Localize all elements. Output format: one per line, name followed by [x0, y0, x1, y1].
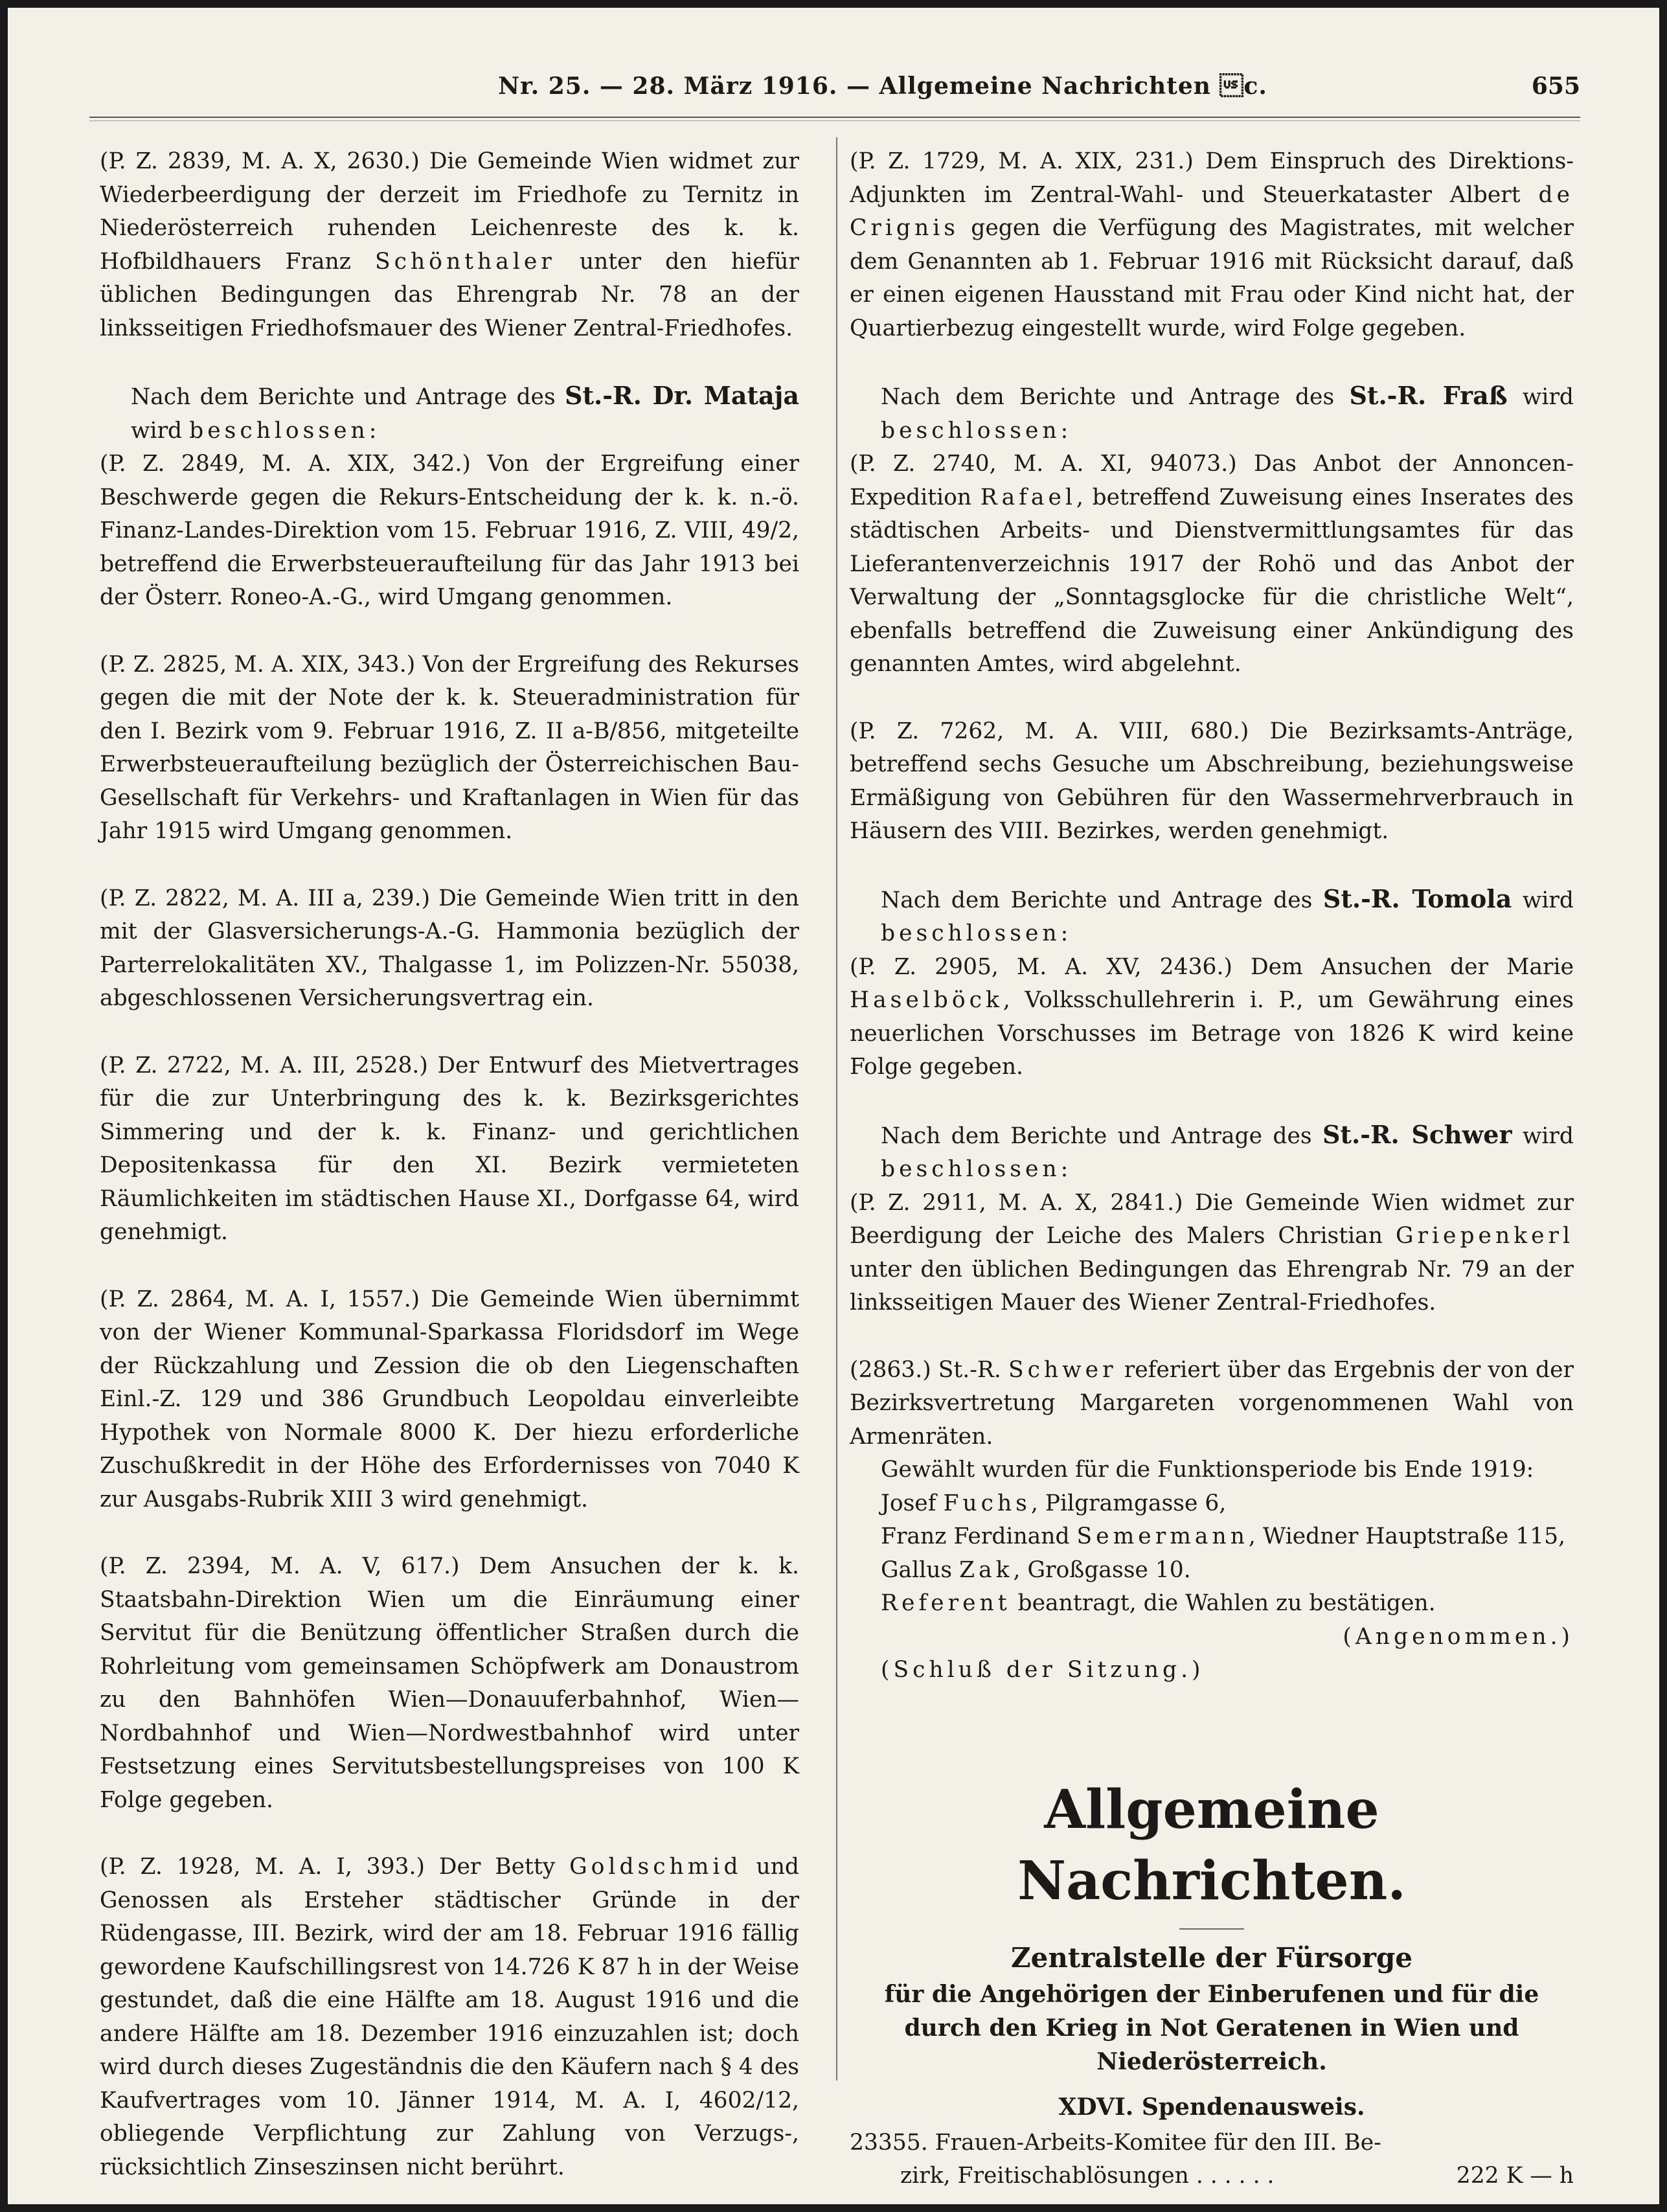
paragraph-text: (P. Z. 2905, M. A. XV, 2436.) Dem Ansuchen der Marie — [850, 953, 1574, 980]
paragraph-text: beantragt, die Wahlen zu bestätigen. — [1017, 1590, 1436, 1616]
intro-text: wird — [131, 417, 183, 444]
section-title: Allgemeine Nachrichten. — [1017, 1778, 1406, 1912]
paragraph: (P. Z. 2825, M. A. XIX, 343.) Von der Ergreifung des Rekurses gegen die mit der Note der k. k. Steueradministration für den I. Bezirk vom 9. Februar 1916, Z. II a-B/856, mitgeteilte Erwerbsteueraufteilung bezüglich der Österreichischen Bau-Gesellschaft für Verkehrs- und Kraftanlagen in Wien für das Jahr 1915 wird Umgang genommen. — [100, 651, 799, 844]
donation-label: zirk, Freitischablösungen . . . . . . — [900, 2163, 1275, 2189]
elected-person — [850, 1487, 1574, 1521]
resolution-intro — [850, 379, 1574, 448]
paragraph-text: , Volksschullehrerin i. P., um Gewährung eines neuerlichen Vorschusses im Betrage von 1826 K wird keine Folge gegeben. — [850, 987, 1574, 1080]
paragraph-text: (P. Z. 1928, M. A. I, 393.) Der Betty — [100, 1854, 556, 1880]
paragraph-text: Josef — [881, 1490, 936, 1516]
intro-text: beschlossen: — [881, 920, 1072, 946]
paragraph: (P. Z. 2394, M. A. V, 617.) Dem Ansuchen der k. k. Staatsbahn-Direktion Wien um die Einräumung einer Servitut für die Benützung öffentlicher Straßen durch die Rohrleitung vom gemeinsamen Schöpfwerk am Donaustrom zu den Bahnhöfen Wien—Donauuferbahnhof, Wien—Nordbahnhof und Wien—Nordwestbahnhof wird unter Festsetzung eines Servitutsbestellungspreises von 100 K Folge gegeben. — [100, 1553, 799, 1813]
person-name: Semermann — [1076, 1523, 1249, 1549]
intro-text: wird — [1522, 1123, 1574, 1149]
paragraph: (P. Z. 2864, M. A. I, 1557.) Die Gemeinde Wien übernimmt von der Wiener Kommunal-Sparkassa Floridsdorf im Wege der Rückzahlung und Zession die ob den Liegenschaften Einl.-Z. 129 und 386 Grundbuch Leopoldau einverleibte Hypothek von Normale 8000 K. Der hiezu erforderliche Zuschußkredit in der Höhe des Erfordernisses von 7040 K zur Ausgabs-Rubrik XIII 3 wird genehmigt. — [100, 1286, 799, 1512]
paragraph-text: (P. Z. 2911, M. A. X, 2841.) Die Gemeinde Wien widmet zur Beerdigung der Leiche des Malers Christian — [850, 1189, 1574, 1249]
accepted-note: (Angenommen.) — [1343, 1623, 1574, 1650]
donation-line: 23355. Frauen-Arbeits-Komitee für den III. Be- — [850, 2129, 1381, 2156]
donation-row — [850, 2160, 1574, 2193]
paragraph-text: unter den üblichen Bedingungen das Ehrengrab Nr. 79 an der linksseitigen Mauer des Wiener Zentral-Friedhofes. — [850, 1256, 1574, 1316]
paragraph-text: referiert über das Ergebnis der von der Bezirksvertretung Margareten vorgenommenen Wahl von Armenräten. — [850, 1356, 1574, 1450]
person-name: de Crignis — [850, 181, 1574, 241]
paragraph-text: , Großgasse 10. — [1013, 1556, 1191, 1583]
intro-text: Nach dem Berichte und Antrage des — [881, 887, 1313, 913]
councillor-name: St.-R. Schwer — [1322, 1119, 1512, 1149]
councillor-name: St.-R. Tomola — [1322, 884, 1512, 913]
donation-issue-title: XDVI. Spendenausweis. — [1058, 2093, 1365, 2121]
paragraph: (P. Z. 2849, M. A. XIX, 342.) Von der Ergreifung einer Beschwerde gegen die Rekurs-Entscheidung der k. k. n.-ö. Finanz-Landes-Direktion vom 15. Februar 1916, Z. VIII, 49/2, betreffend die Erwerbsteueraufteilung für das Jahr 1913 bei der Österr. Roneo-A.-G., wird Umgang genommen. — [100, 451, 799, 610]
paragraph — [850, 448, 1574, 681]
paragraph-text: unter den hiefür üblichen Bedingungen das Ehrengrab Nr. 78 an der linksseitigen Friedhofsmauer des Wiener Zentral-Friedhofes. — [100, 248, 800, 341]
left-column — [100, 145, 799, 2184]
paragraph-text: und Genossen als Ersteher städtischer Gründe in der Rüdengasse, III. Bezirk, wird der am 18. Februar 1916 fällig gewordene Kaufschillingsrest von 14.726 K 87 h in der Weise gestundet, daß die eine Hälfte am 18. August 1916 und die andere Hälfte am 18. Dezember 1916 einzuzahlen ist; doch wird durch dieses Zugeständnis die den Käufern nach § 4 des Kaufvertrages vom 10. Jänner 1914, M. A. I, 4602/12, obliegende Verpflichtung zur Zahlung von Verzugs-, rücksichtlich Zinseszinsen nicht berührt. — [100, 1854, 799, 2180]
elected-person — [850, 1554, 1574, 1588]
resolution-intro — [100, 379, 799, 448]
paragraph — [850, 145, 1574, 345]
paragraph — [850, 951, 1574, 1084]
paragraph — [850, 1354, 1574, 1454]
running-title: Nr. 25. — 28. März 1916. — Allgemeine Nachrichten c. — [498, 73, 1267, 100]
person-name: Fuchs — [943, 1490, 1031, 1516]
paragraph: Gewählt wurden für die Funktionsperiode bis Ende 1919: — [881, 1457, 1534, 1483]
title-rule — [1179, 1928, 1244, 1930]
paragraph-text: Franz Ferdinand — [881, 1523, 1070, 1549]
intro-text: Nach dem Berichte und Antrage des — [881, 384, 1335, 410]
paragraph: (P. Z. 7262, M. A. VIII, 680.) Die Bezirksamts-Anträge, betreffend sechs Gesuche um Abschreibung, beziehungsweise Ermäßigung von Gebühren für den Wassermehrverbrauch in Häusern des VIII. Bezirkes, werden genehmigt. — [850, 718, 1574, 844]
paragraph — [100, 145, 799, 345]
councillor-name: St.-R. Dr. Mataja — [565, 381, 800, 410]
paragraph-text: gegen die Verfügung des Magistrates, mit welcher dem Genannten ab 1. Februar 1916 mit Rücksicht darauf, daß er einen eigenen Hausstand mit Frau oder Kind nicht hat, der Quartierbezug eingestellt wurde, wird Folge gegeben. — [850, 215, 1574, 341]
paragraph — [850, 1187, 1574, 1320]
paragraph-text: (P. Z. 2839, M. A. X, 2630.) Die Gemeinde Wien widmet zur Wiederbeerdigung der derzeit im Friedhofe zu Ternitz in Niederösterreich ruhenden Leichenreste des k. k. Hofbildhauers Franz — [100, 148, 799, 275]
paragraph: (P. Z. 2722, M. A. III, 2528.) Der Entwurf des Mietvertrages für die zur Unterbringung des k. k. Bezirksgerichtes Simmering und der k. k. Finanz- und gerichtlichen Depositenkassa für den XI. Bezirk vermieteten Räumlichkeiten im städtischen Hause XI., Dorfgasse 64, wird genehmigt. — [100, 1052, 799, 1245]
paragraph-text: , betreffend Zuweisung eines Inserates des städtischen Arbeits- und Dienstvermittlungsamtes für das Lieferantenverzeichnis 1917 der Rohö und das Anbot der Verwaltung der „Sonntagsglocke für die christliche Welt“, ebenfalls betreffend die Zuweisung einer Ankündigung des genannten Amtes, wird abgelehnt. — [850, 484, 1574, 677]
header-rule — [89, 117, 1580, 121]
intro-text: wird — [1522, 384, 1574, 410]
newspaper-page — [8, 8, 1659, 2204]
donation-amount: 222 K — h — [1456, 2163, 1574, 2189]
person-name: Goldschmid — [569, 1854, 742, 1880]
paragraph-text: (P. Z. 2740, M. A. XI, 94073.) Das Anbot der Annoncen-Expedition — [850, 451, 1574, 510]
paragraph-text: , Pilgramgasse 6, — [1030, 1490, 1227, 1516]
column-divider — [836, 137, 837, 2081]
person-name: Schönthaler — [375, 248, 556, 275]
councillor-name: St.-R. Fraß — [1349, 381, 1508, 410]
resolution-intro — [850, 882, 1574, 951]
page-number: 655 — [1531, 73, 1580, 100]
company-name: Rafael — [980, 484, 1076, 510]
intro-text: Nach dem Berichte und Antrage des — [881, 1123, 1312, 1149]
elected-person — [850, 1520, 1574, 1554]
intro-text: Nach dem Berichte und Antrage des — [131, 384, 556, 410]
paragraph: (P. Z. 2822, M. A. III a, 239.) Die Gemeinde Wien tritt in den mit der Glasversicherungs-A.-G. Hammonia bezüglich der Parterrelokalitäten XV., Thalgasse 1, im Polizzen-Nr. 55038, abgeschlossenen Versicherungsvertrag ein. — [100, 885, 799, 1011]
paragraph-text: (2863.) St.-R. — [850, 1356, 1001, 1383]
sub-description: für die Angehörigen der Einberufenen und für die durch den Krieg in Not Geratenen in Wien und Niederösterreich. — [884, 1980, 1539, 2075]
sub-title: Zentralstelle der Fürsorge — [1010, 1941, 1413, 1974]
paragraph-text: (P. Z. 1729, M. A. XIX, 231.) Dem Einspruch des Direktions-Adjunkten im Zentral-Wahl- und Steuerkataster Albert — [850, 148, 1574, 208]
person-name: Griepenkerl — [1395, 1223, 1574, 1249]
paragraph — [850, 1587, 1574, 1621]
paragraph-text: Gallus — [881, 1556, 953, 1583]
person-name: Schwer — [1008, 1356, 1117, 1383]
right-column — [850, 145, 1574, 2193]
person-name: Haselböck — [850, 987, 1003, 1013]
referent-label: Referent — [881, 1590, 1011, 1616]
session-end-note: (Schluß der Sitzung.) — [881, 1657, 1205, 1683]
resolution-intro — [850, 1118, 1574, 1187]
intro-text: beschlossen: — [189, 417, 381, 444]
intro-text: beschlossen: — [881, 417, 1072, 444]
paragraph-text: , Wiedner Hauptstraße 115, — [1248, 1523, 1566, 1549]
intro-text: wird — [1522, 887, 1574, 913]
page-header — [89, 73, 1580, 111]
paragraph — [100, 1851, 799, 2184]
person-name: Zak — [959, 1556, 1014, 1583]
intro-text: beschlossen: — [881, 1156, 1072, 1182]
